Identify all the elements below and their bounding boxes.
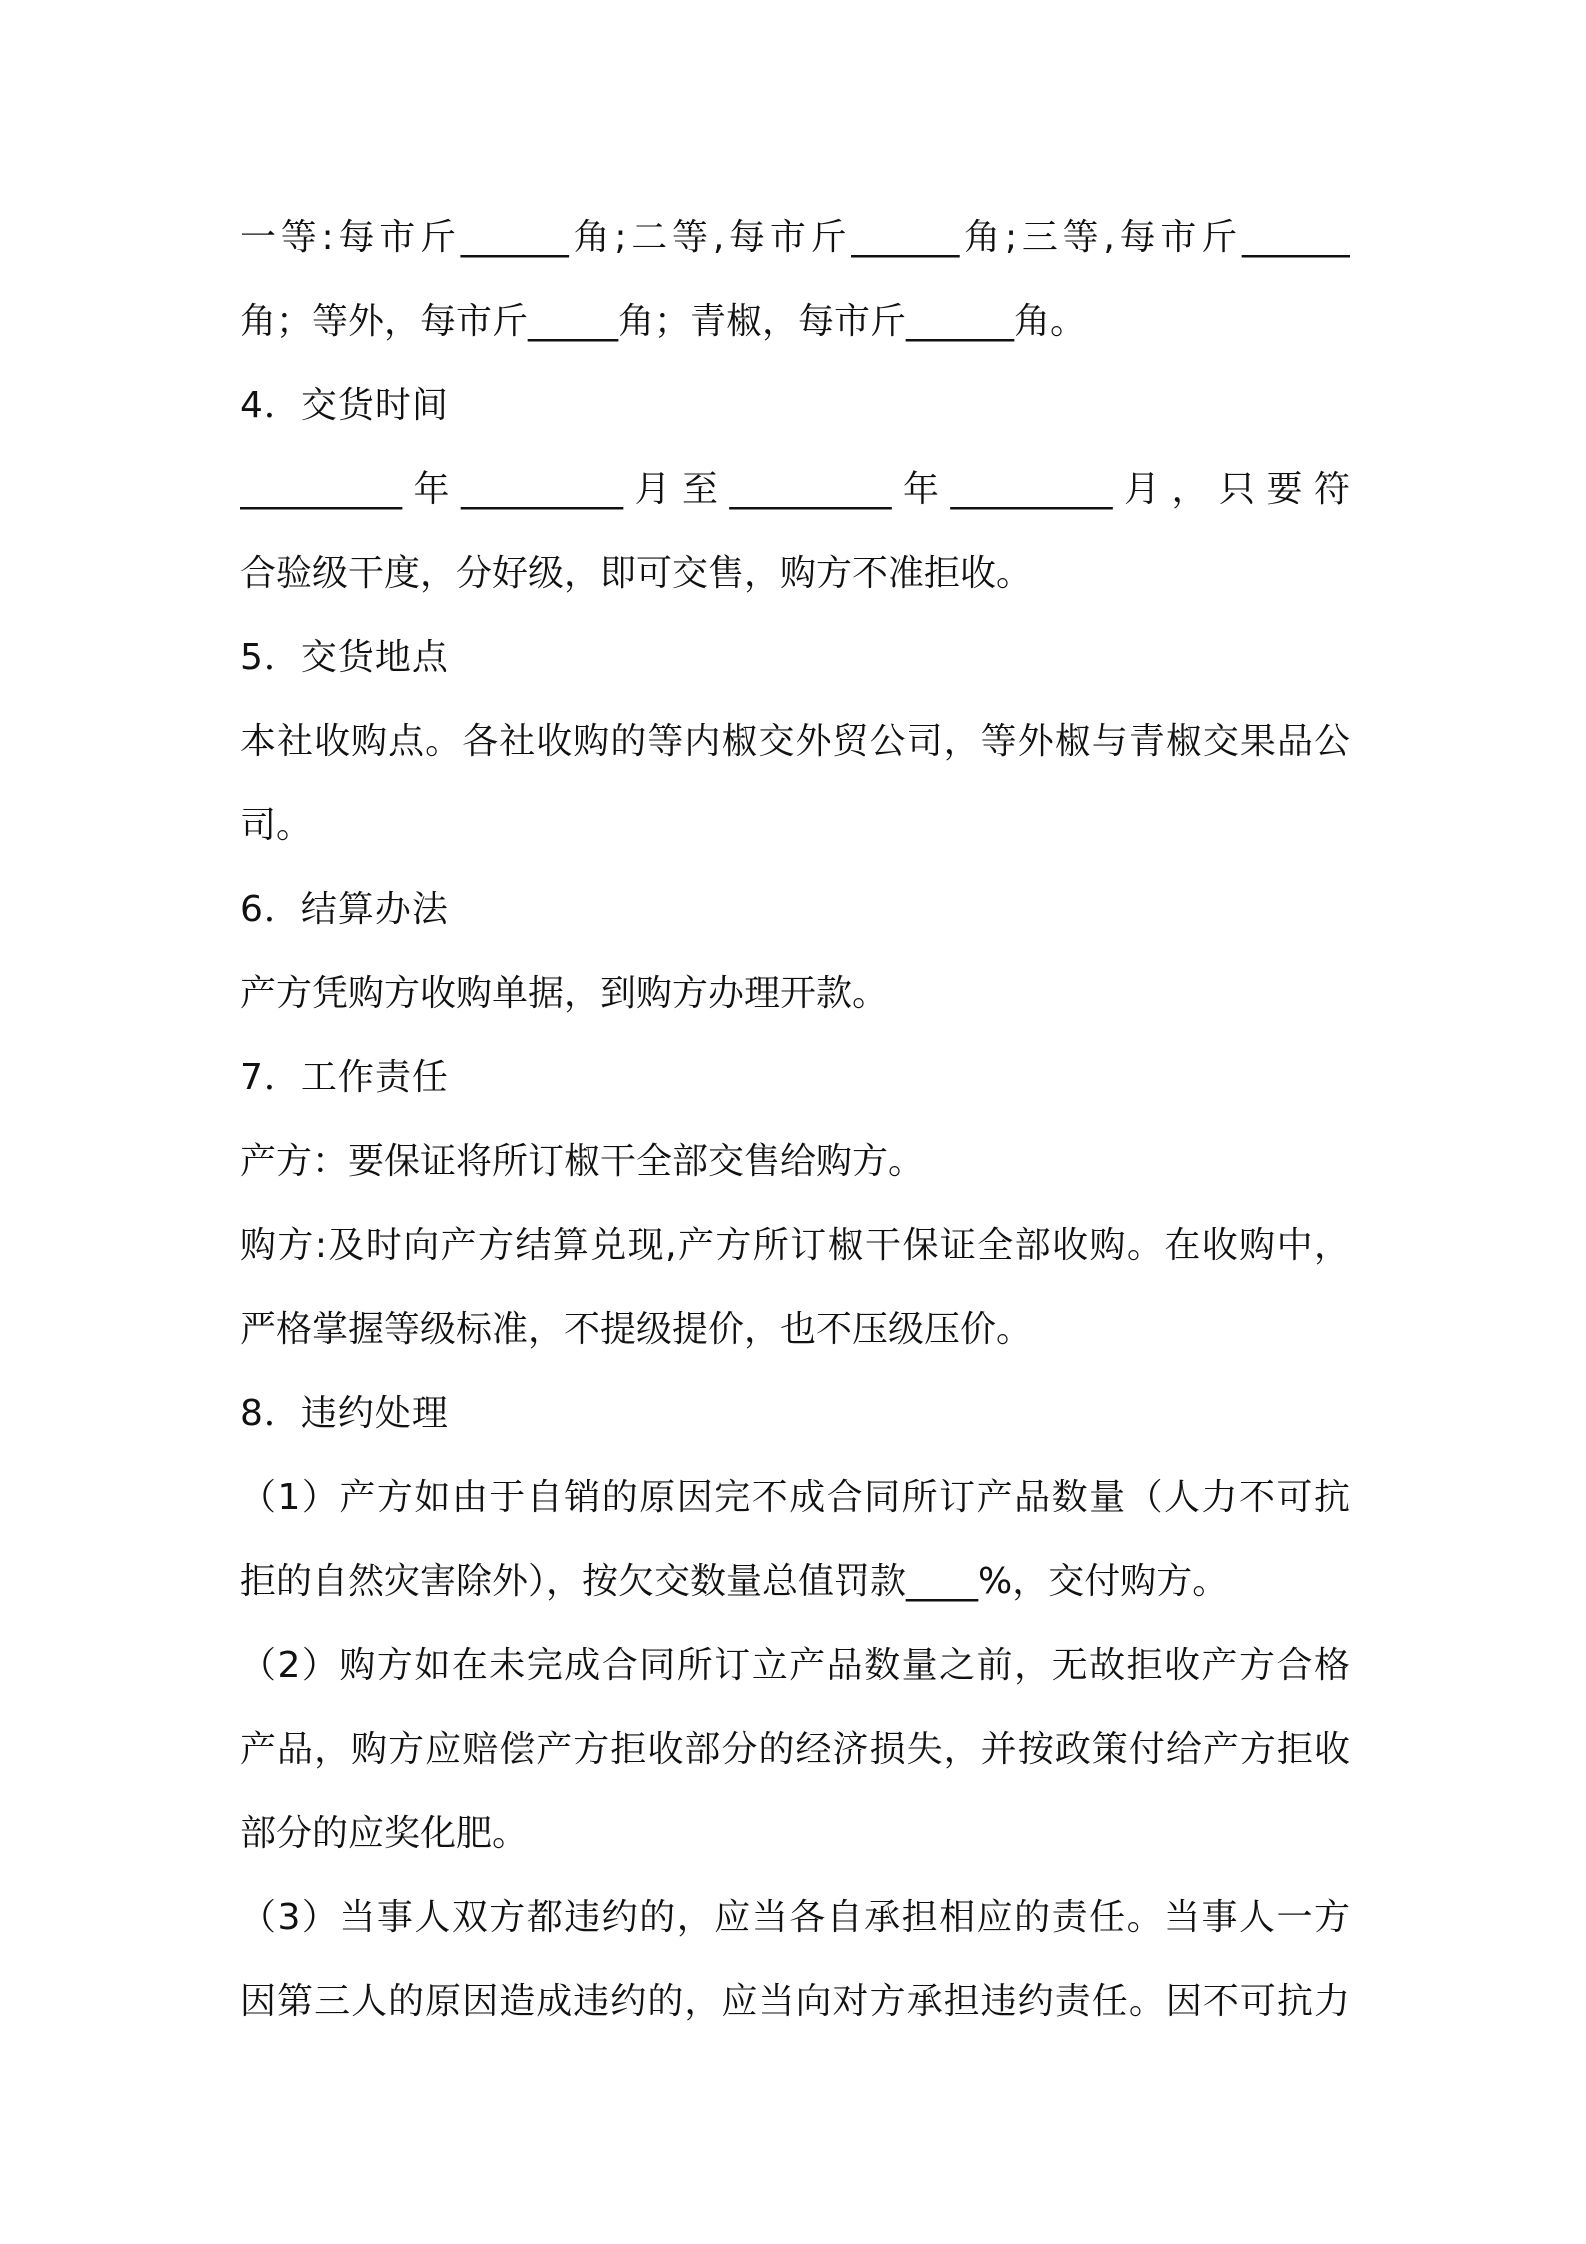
breach-clause-3-line-1: （3）当事人双方都违约的，应当各自承担相应的责任。当事人一方: [240, 1897, 1350, 1938]
section-heading-breach: 8．违约处理: [240, 1393, 449, 1434]
settlement-line: 产方凭购方收购单据，到购方办理开款。: [240, 973, 889, 1014]
delivery-place-line-1: 本社收购点。各社收购的等内椒交外贸公司，等外椒与青椒交果品公: [240, 721, 1350, 762]
delivery-place-line-2: 司。: [240, 805, 313, 846]
breach-clause-3-line-2: 因第三人的原因造成违约的，应当向对方承担违约责任。因不可抗力: [240, 1981, 1350, 2022]
breach-clause-1-line-1: （1）产方如由于自销的原因完不成合同所订产品数量（人力不可抗: [240, 1477, 1350, 1518]
responsibility-buyer-line-1: 购方:及时向产方结算兑现,产方所订椒干保证全部收购。在收购中，: [240, 1225, 1350, 1266]
breach-clause-2-line-1: （2）购方如在未完成合同所订立产品数量之前，无故拒收产方合格: [240, 1645, 1350, 1686]
delivery-time-line-1: _________年_________月至_________年_________月，只要符: [240, 469, 1350, 510]
contract-text: [240, 196, 1350, 2044]
price-grades-line-1: 一等:每市斤______角;二等,每市斤______角;三等,每市斤______: [240, 217, 1350, 258]
breach-clause-2-line-3: 部分的应奖化肥。: [240, 1813, 529, 1854]
section-heading-responsibility: 7．工作责任: [240, 1057, 449, 1098]
section-heading-settlement: 6．结算办法: [240, 889, 449, 930]
responsibility-producer-line: 产方：要保证将所订椒干全部交售给购方。: [240, 1141, 925, 1182]
responsibility-buyer-line-2: 严格掌握等级标准，不提级提价，也不压级压价。: [240, 1309, 1033, 1350]
section-heading-delivery-time: 4．交货时间: [240, 385, 449, 426]
price-grades-line-2: 角；等外，每市斤_____角；青椒，每市斤______角。: [240, 301, 1087, 342]
breach-clause-2-line-2: 产品，购方应赔偿产方拒收部分的经济损失，并按政策付给产方拒收: [240, 1729, 1350, 1770]
delivery-time-line-2: 合验级干度，分好级，即可交售，购方不准拒收。: [240, 553, 1033, 594]
breach-clause-1-line-2: 拒的自然灾害除外），按欠交数量总值罚款____%，交付购方。: [240, 1561, 1229, 1602]
section-heading-delivery-place: 5．交货地点: [240, 637, 449, 678]
